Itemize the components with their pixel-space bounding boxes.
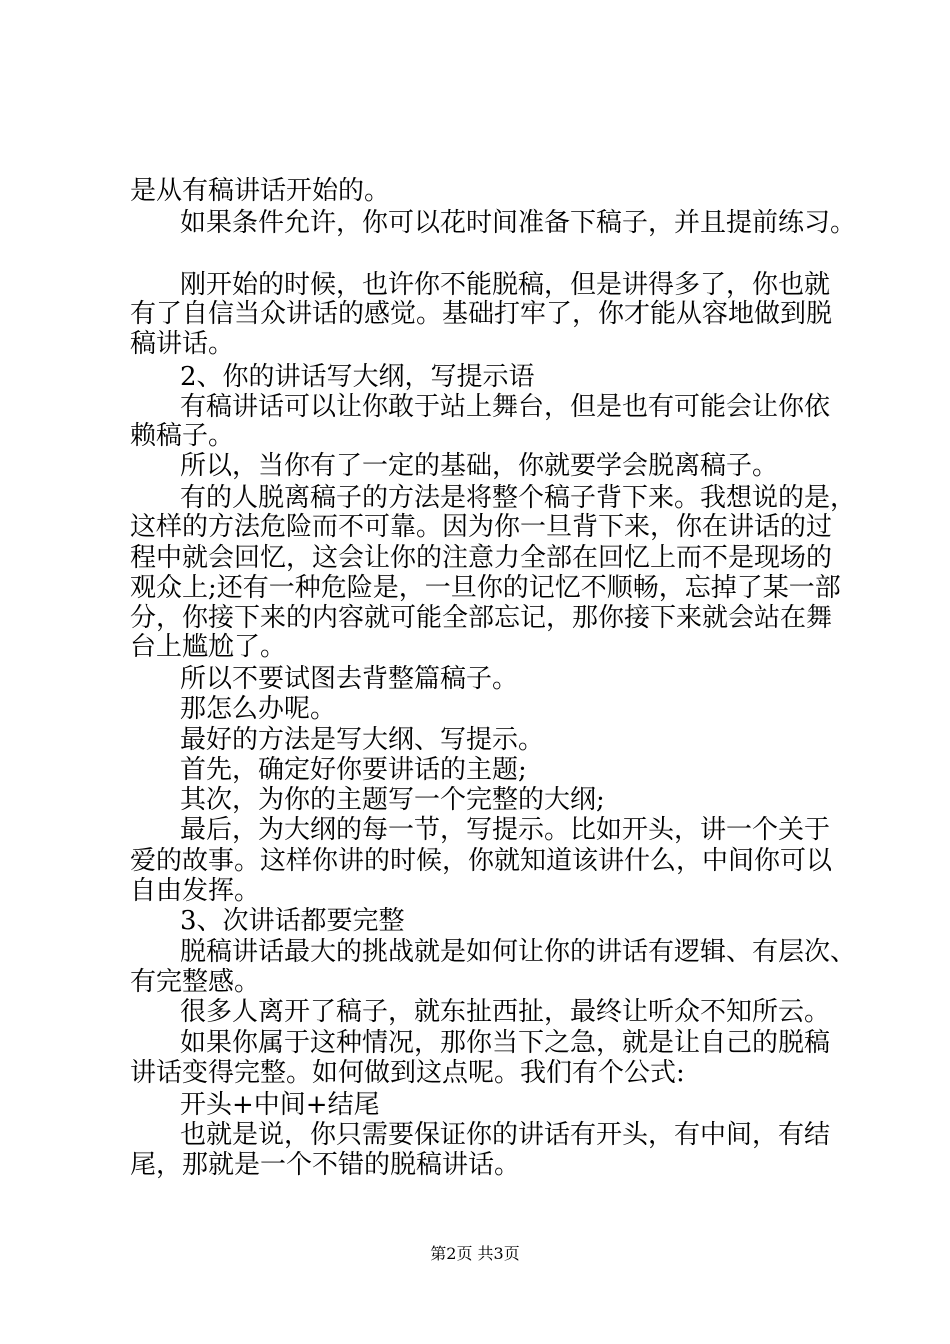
paragraph-line: 有的人脱离稿子的方法是将整个稿子背下来。我想说的是，	[180, 483, 857, 513]
paragraph-line: 刚开始的时候，也许你不能脱稿，但是讲得多了，你也就	[180, 270, 831, 300]
paragraph-line: 是从有稿讲话开始的。	[130, 176, 391, 206]
paragraph-line: 分，你接下来的内容就可能全部忘记，那你接下来就会站在舞	[130, 603, 833, 633]
paragraph-line: 爱的故事。这样你讲的时候，你就知道该讲什么，中间你可以	[130, 846, 833, 876]
paragraph-line: 有了自信当众讲话的感觉。基础打牢了，你才能从容地做到脱	[130, 299, 833, 329]
paragraph-line: 所以，当你有了一定的基础，你就要学会脱离稿子。	[180, 451, 779, 481]
paragraph-line: 如果你属于这种情况，那你当下之急，就是让自己的脱稿	[180, 1028, 831, 1058]
paragraph-line: 最好的方法是写大纲、写提示。	[180, 725, 545, 755]
paragraph-line: 讲话变得完整。如何做到这点呢。我们有个公式:	[130, 1058, 685, 1088]
section-heading: 3、次讲话都要完整	[180, 906, 405, 936]
paragraph-line: 赖稿子。	[130, 421, 235, 451]
paragraph-line: 也就是说，你只需要保证你的讲话有开头，有中间，有结	[180, 1120, 831, 1150]
paragraph-line: 其次，为你的主题写一个完整的大纲;	[180, 785, 605, 815]
page-footer: 第2页 共3页	[430, 1244, 520, 1263]
paragraph-line: 自由发挥。	[130, 876, 261, 906]
paragraph-line: 稿讲话。	[130, 329, 235, 359]
paragraph-line: 台上尴尬了。	[130, 632, 287, 662]
section-heading: 2、你的讲话写大纲，写提示语	[180, 362, 535, 392]
paragraph-line: 脱稿讲话最大的挑战就是如何让你的讲话有逻辑、有层次、	[180, 937, 857, 967]
paragraph-line: 最后，为大纲的每一节，写提示。比如开头，讲一个关于	[180, 815, 831, 845]
paragraph-line: 有稿讲话可以让你敢于站上舞台，但是也有可能会让你依	[180, 392, 831, 422]
paragraph-line: 程中就会回忆，这会让你的注意力全部在回忆上而不是现场的	[130, 543, 833, 573]
paragraph-line: 首先，确定好你要讲话的主题;	[180, 755, 527, 785]
paragraph-line: 很多人离开了稿子，就东扯西扯，最终让听众不知所云。	[180, 997, 831, 1027]
paragraph-line: 那怎么办呢。	[180, 694, 337, 724]
paragraph-line: 如果条件允许，你可以花时间准备下稿子，并且提前练习。	[180, 208, 857, 238]
paragraph-line: 观众上;还有一种危险是，一旦你的记忆不顺畅，忘掉了某一部	[130, 573, 841, 603]
paragraph-line: 这样的方法危险而不可靠。因为你一旦背下来，你在讲话的过	[130, 512, 833, 542]
paragraph-line: 有完整感。	[130, 967, 261, 997]
paragraph-line: 所以不要试图去背整篇稿子。	[180, 664, 519, 694]
formula-line: 开头+中间+结尾	[180, 1090, 380, 1120]
paragraph-line: 尾，那就是一个不错的脱稿讲话。	[130, 1150, 521, 1180]
